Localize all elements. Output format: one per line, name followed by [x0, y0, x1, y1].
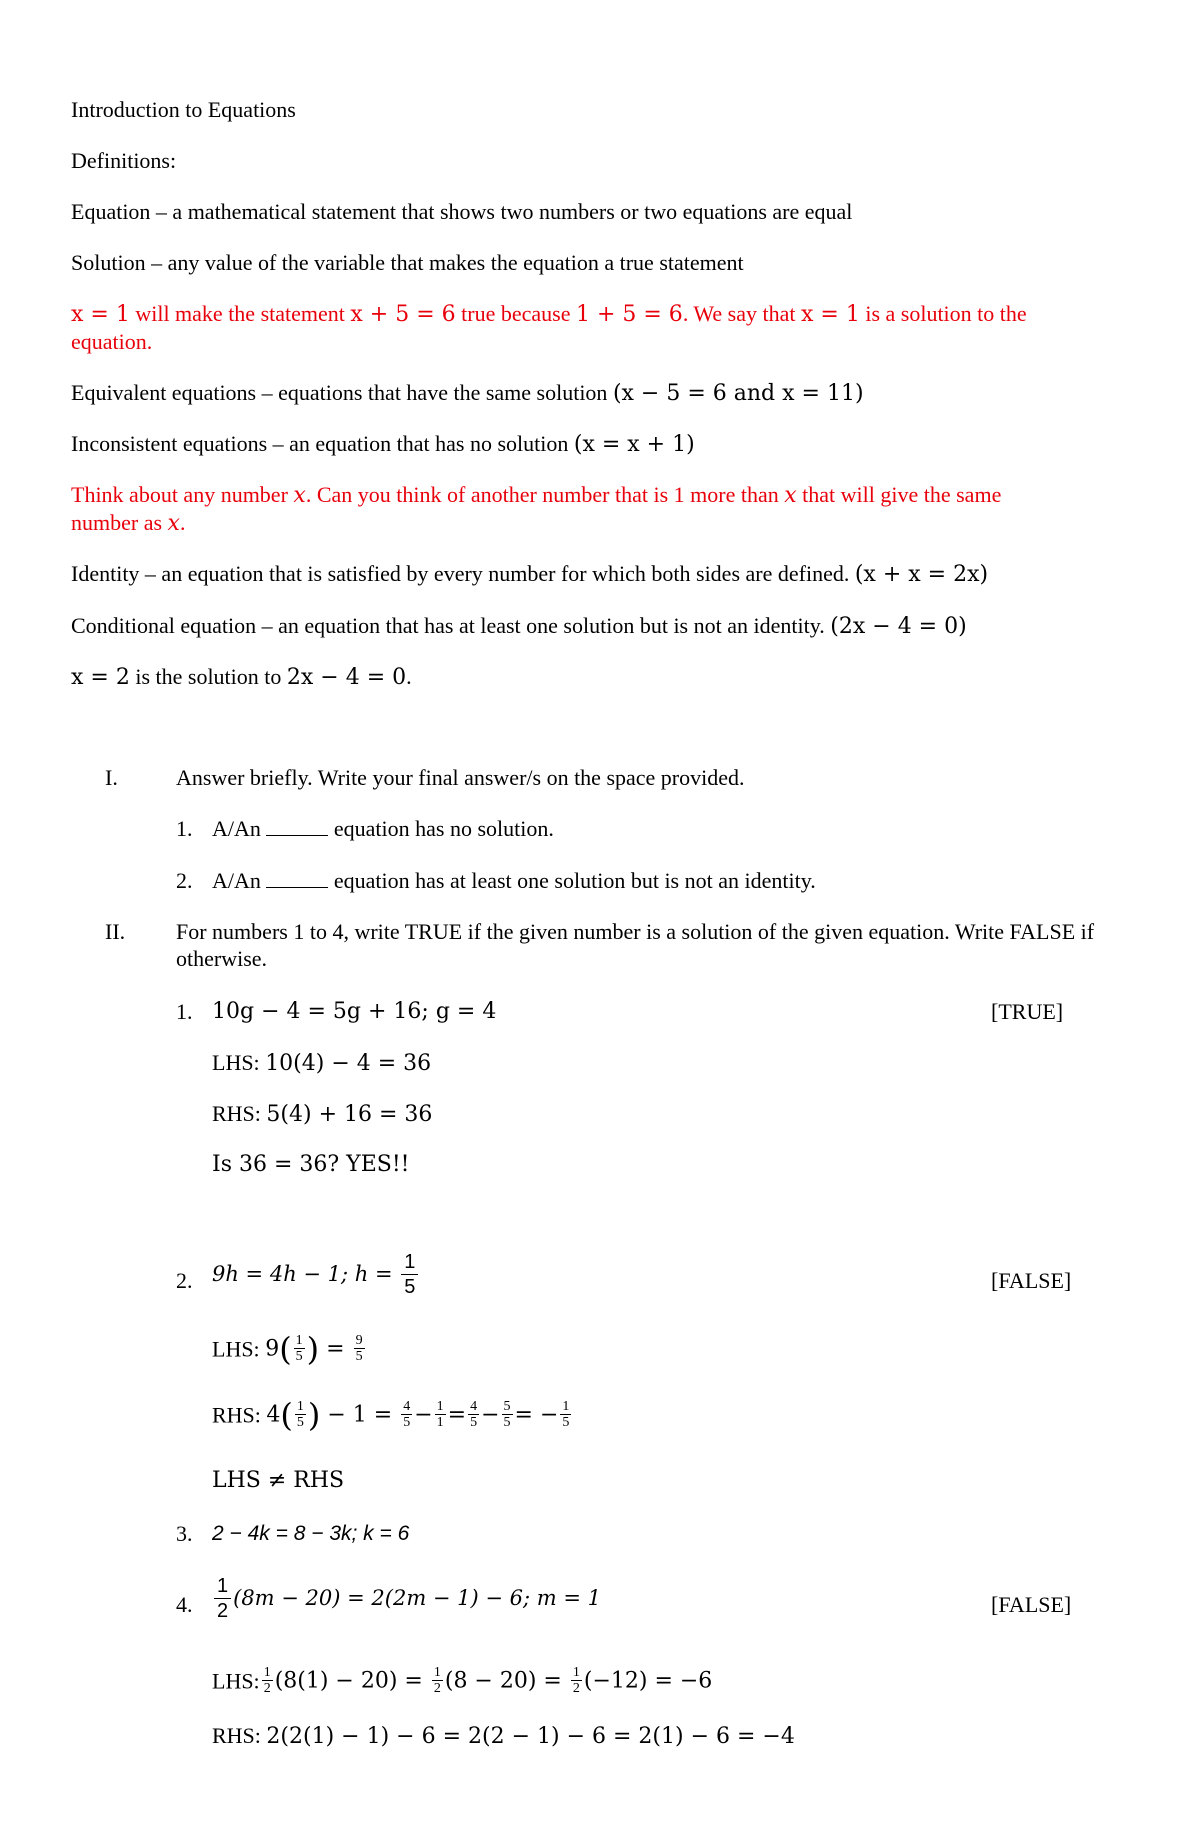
fraction-numerator: 5	[503, 1399, 511, 1415]
question-4-equation	[212, 1574, 601, 1623]
math-text: (−12) = −6	[583, 1668, 713, 1694]
lhs-label: LHS:	[212, 1336, 266, 1362]
fraction-numerator: 4	[403, 1399, 411, 1415]
fraction-denominator: 2	[263, 1681, 271, 1697]
math-2x-minus-4: 2x − 4 = 0	[286, 665, 407, 690]
math-x-equals-2: x = 2	[71, 665, 130, 690]
text-segment: true because	[455, 301, 576, 326]
text-segment: .	[179, 510, 186, 535]
math-x-equals-1: x = 1	[71, 302, 130, 327]
fraction-denominator: 5	[562, 1415, 570, 1431]
part-one-instruction: Answer briefly. Write your final answer/s on the space provided.	[176, 765, 745, 790]
math-var-x: x	[784, 483, 797, 508]
question-2-conclusion: LHS ≠ RHS	[212, 1468, 345, 1493]
fraction-denominator: 1	[436, 1415, 444, 1431]
rhs-math: 2(2(1) − 1) − 6 = 2(2 − 1) − 6 = 2(1) − 6 = −4	[266, 1724, 795, 1749]
math-x-equals-1-b: x = 1	[801, 302, 860, 327]
question-3-equation: 2 − 4k = 8 − 3k; k = 6	[212, 1522, 410, 1545]
part-two-instruction: For numbers 1 to 4, write TRUE if the given number is a solution of the given equation. Write FALSE if otherwise.	[176, 919, 1095, 971]
fraction	[214, 1574, 231, 1623]
text-segment: . We say that	[682, 301, 801, 326]
coefficient: 9	[265, 1336, 280, 1362]
fraction	[262, 1665, 273, 1696]
text-segment: will make the statement	[129, 301, 351, 326]
definition-inconsistent-math: (x = x + 1)	[573, 432, 695, 457]
question-4-rhs	[212, 1722, 795, 1750]
text-segment: .	[406, 664, 412, 689]
solution-example-line2: equation.	[71, 329, 153, 354]
question-2-equation	[212, 1250, 420, 1299]
left-paren-icon: (	[279, 1329, 292, 1368]
math-text: (8 − 20) =	[444, 1668, 569, 1694]
part-one-item	[212, 815, 554, 842]
rhs-math: 5(4) + 16 = 36	[266, 1102, 433, 1127]
definition-equivalent	[71, 379, 864, 407]
part-one-numeral: I.	[105, 765, 118, 790]
text-segment: is a solution to the	[859, 301, 1027, 326]
text-segment: is the solution to	[129, 664, 287, 689]
fraction-numerator: 4	[470, 1399, 478, 1415]
minus-sign: −	[414, 1402, 433, 1428]
rhs-label: RHS:	[212, 1402, 267, 1428]
page-title: Introduction to Equations	[71, 97, 296, 122]
definition-solution: Solution – any value of the variable that makes the equation a true statement	[71, 250, 744, 275]
fraction	[401, 1250, 418, 1299]
part-two-numeral: II.	[105, 919, 126, 944]
equals-sign: =	[319, 1336, 352, 1362]
fraction-denominator: 5	[503, 1415, 511, 1431]
lhs-label: LHS:	[212, 1050, 266, 1075]
fraction	[294, 1333, 305, 1364]
item-text: equation has at least one solution but is not an identity.	[328, 868, 816, 893]
definition-equation: Equation – a mathematical statement that shows two numbers or two equations are equal	[71, 199, 853, 224]
definition-identity-math: (x + x = 2x)	[854, 562, 989, 587]
conditional-example	[71, 663, 412, 691]
part-one-item	[212, 867, 816, 894]
question-1-lhs	[212, 1049, 431, 1077]
text-segment: number as	[71, 510, 168, 535]
question-number: 3.	[176, 1521, 193, 1546]
question-1-rhs	[212, 1100, 432, 1128]
question-number: 4.	[176, 1592, 193, 1617]
text-segment: Think about any number	[71, 482, 294, 507]
definition-equivalent-text: Equivalent equations – equations that have the same solution	[71, 380, 613, 405]
question-2-answer: [FALSE]	[991, 1268, 1072, 1293]
definition-identity-text: Identity – an equation that is satisfied by every number for which both sides are defined.	[71, 561, 855, 586]
fraction	[401, 1399, 412, 1430]
math-x-plus-5: x + 5 = 6	[350, 302, 456, 327]
fraction	[560, 1399, 571, 1430]
fraction-numerator: 1	[433, 1665, 441, 1681]
fraction	[571, 1665, 582, 1696]
definition-inconsistent-text: Inconsistent equations – an equation that has no solution	[71, 431, 574, 456]
equals-sign: = −	[514, 1402, 559, 1428]
fraction-denominator: 5	[296, 1415, 304, 1431]
fraction-denominator: 2	[572, 1681, 580, 1697]
lhs-math: 10(4) − 4 = 36	[265, 1051, 432, 1076]
item-text: A/An	[212, 868, 267, 893]
equation-text: 9h = 4h − 1; h =	[212, 1262, 400, 1286]
text-segment: . Can you think of another number that is 1 more than	[305, 482, 785, 507]
math-1-plus-5: 1 + 5 = 6	[575, 302, 683, 327]
definition-conditional-text: Conditional equation – an equation that has at least one solution but is not an identity.	[71, 613, 831, 638]
coefficient: 4	[266, 1402, 281, 1428]
right-paren-icon: )	[306, 1329, 320, 1368]
left-paren-icon: (	[280, 1395, 293, 1434]
fraction-numerator: 1	[572, 1665, 580, 1681]
fraction	[295, 1399, 306, 1430]
text-segment: that will give the same	[796, 482, 1002, 507]
fraction	[354, 1333, 365, 1364]
definition-conditional-math: (2x − 4 = 0)	[830, 614, 967, 639]
equation-text: (8m − 20) = 2(2m − 1) − 6; m = 1	[233, 1586, 602, 1610]
question-1-check: Is 36 = 36? YES!!	[212, 1152, 410, 1177]
rhs-label: RHS:	[212, 1723, 267, 1748]
fraction-numerator: 1	[295, 1333, 303, 1349]
fraction-numerator: 1	[214, 1574, 231, 1599]
question-4-lhs	[212, 1665, 712, 1696]
fraction-numerator: 1	[436, 1399, 444, 1415]
fraction	[435, 1399, 446, 1430]
math-text: (8(1) − 20) =	[274, 1668, 430, 1694]
answer-blank[interactable]	[266, 873, 328, 888]
definitions-heading: Definitions:	[71, 148, 177, 173]
fraction-denominator: 2	[217, 1600, 229, 1622]
answer-blank[interactable]	[266, 821, 328, 836]
fraction	[468, 1399, 479, 1430]
definition-equivalent-math: (x − 5 = 6 and x = 11)	[612, 381, 864, 406]
fraction-denominator: 5	[355, 1349, 363, 1365]
definition-identity	[71, 560, 988, 588]
fraction-denominator: 5	[295, 1349, 303, 1365]
definition-conditional	[71, 612, 967, 640]
equals-sign: =	[447, 1402, 467, 1428]
minus-sign: −	[481, 1402, 500, 1428]
fraction-denominator: 5	[404, 1276, 416, 1298]
solution-example-line1	[71, 300, 1027, 328]
question-1-equation: 10g − 4 = 5g + 16; g = 4	[212, 999, 497, 1024]
fraction-denominator: 5	[403, 1415, 411, 1431]
part-one-item-number: 1.	[176, 816, 193, 841]
question-number: 2.	[176, 1268, 193, 1293]
fraction-numerator: 1	[263, 1665, 271, 1681]
question-2-lhs	[212, 1329, 367, 1368]
math-var-x: x	[167, 511, 180, 536]
item-text: equation has no solution.	[328, 816, 554, 841]
fraction-numerator: 1	[296, 1399, 304, 1415]
fraction	[432, 1665, 443, 1696]
question-2-rhs	[212, 1395, 573, 1434]
think-line1	[71, 481, 1001, 509]
fraction-numerator: 1	[401, 1250, 418, 1275]
fraction-numerator: 9	[355, 1333, 363, 1349]
question-4-answer: [FALSE]	[991, 1592, 1072, 1617]
math-text: − 1 =	[320, 1402, 400, 1428]
item-text: A/An	[212, 816, 267, 841]
right-paren-icon: )	[307, 1395, 321, 1434]
fraction-numerator: 1	[562, 1399, 570, 1415]
rhs-label: RHS:	[212, 1101, 267, 1126]
fraction-denominator: 2	[433, 1681, 441, 1697]
fraction-denominator: 5	[470, 1415, 478, 1431]
question-1-answer: [TRUE]	[991, 999, 1064, 1024]
fraction	[502, 1399, 513, 1430]
math-var-x: x	[293, 483, 306, 508]
part-one-item-number: 2.	[176, 868, 193, 893]
lhs-label: LHS:	[212, 1668, 260, 1694]
question-number: 1.	[176, 999, 193, 1024]
definition-inconsistent	[71, 430, 695, 458]
think-line2	[71, 509, 185, 537]
